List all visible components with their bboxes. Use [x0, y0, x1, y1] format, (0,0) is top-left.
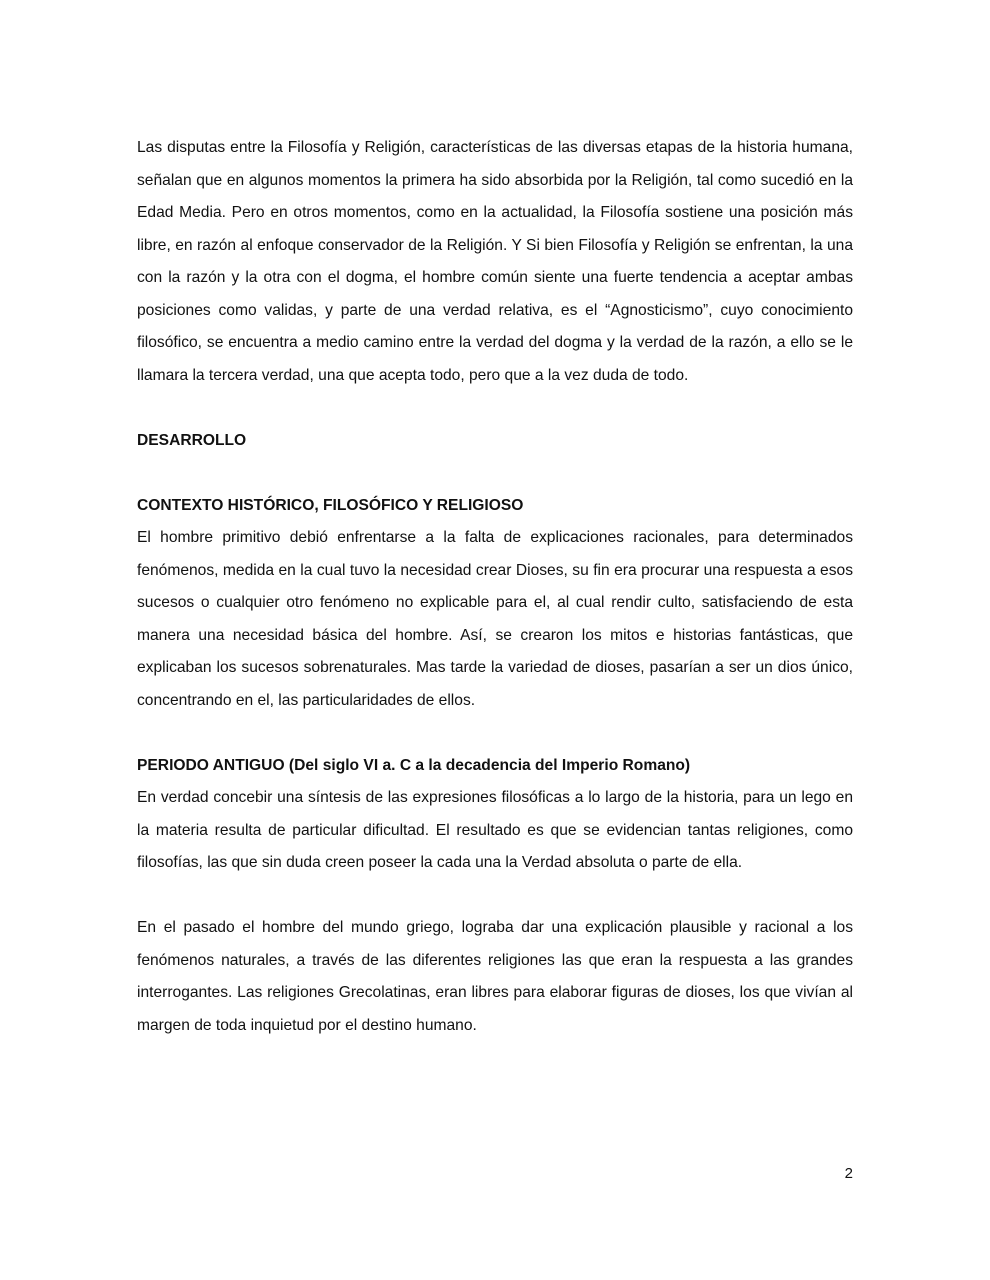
page-number: 2: [844, 1165, 853, 1182]
document-page: [137, 132, 853, 1042]
ancient-paragraph-2: En el pasado el hombre del mundo griego, lograba dar una explicación plausible y racional a los fenómenos naturales, a través de las diferentes religiones las que eran la respuesta a las grandes interrogantes. Las religiones Grecolatinas, eran libres para elaborar figuras de dioses, los que vivían al margen de toda inquietud por el destino humano.: [137, 919, 853, 1034]
section-heading-contexto: CONTEXTO HISTÓRICO, FILOSÓFICO Y RELIGIOSO: [137, 496, 524, 514]
section-heading-periodo-antiguo: PERIODO ANTIGUO (Del siglo VI a. C a la decadencia del Imperio Romano): [137, 756, 691, 774]
context-paragraph: El hombre primitivo debió enfrentarse a la falta de explicaciones racionales, para determinados fenómenos, medida en la cual tuvo la necesidad crear Dioses, su fin era procurar una respuesta a esos sucesos o cualquier otro fenómeno no explicable para el, al cual rendir culto, satisfaciendo de esta manera una necesidad básica del hombre. Así, se crearon los mitos e historias fantásticas, que explicaban los sucesos sobrenaturales. Mas tarde la variedad de dioses, pasarían a ser un dios único, concentrando en el, las particularidades de ellos.: [137, 529, 853, 709]
section-heading-desarrollo: DESARROLLO: [137, 431, 247, 449]
spacer: [137, 392, 853, 425]
spacer: [137, 457, 853, 490]
intro-paragraph: Las disputas entre la Filosofía y Religión, características de las diversas etapas de la historia humana, señalan que en algunos momentos la primera ha sido absorbida por la Religión, tal como sucedió en la Edad Media. Pero en otros momentos, como en la actualidad, la Filosofía sostiene una posición más libre, en razón al enfoque conservador de la Religión. Y Si bien Filosofía y Religión se enfrentan, la una con la razón y la otra con el dogma, el hombre común siente una fuerte tendencia a aceptar ambas posiciones como validas, y parte de una verdad relativa, es el “Agnosticismo”, cuyo conocimiento filosófico, se encuentra a medio camino entre la verdad del dogma y la verdad de la razón, a ello se le llamara la tercera verdad, una que acepta todo, pero que a la vez duda de todo.: [137, 139, 853, 384]
spacer: [137, 717, 853, 750]
ancient-paragraph-1: En verdad concebir una síntesis de las expresiones filosóficas a lo largo de la historia, para un lego en la materia resulta de particular dificultad. El resultado es que se evidencian tantas religiones, como filosofías, las que sin duda creen poseer la cada una la Verdad absoluta o parte de ella.: [137, 789, 853, 871]
spacer: [137, 880, 853, 913]
